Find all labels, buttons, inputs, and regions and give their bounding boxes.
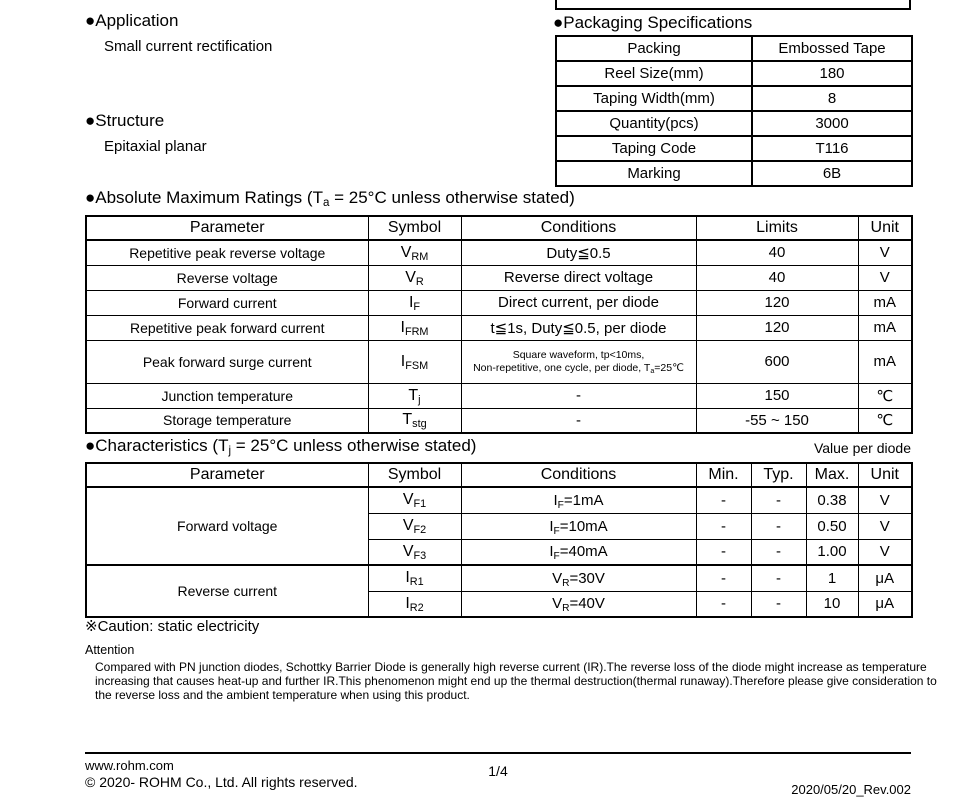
unit-cell: V	[858, 513, 912, 539]
symbol-cell: $I_{FSM}$	[368, 340, 461, 383]
packaging-value: T116	[752, 136, 912, 161]
parameter-cell: Forward voltage	[86, 487, 368, 565]
unit-cell: mA	[858, 290, 912, 315]
symbol-cell: $I_{R1}$	[368, 565, 461, 591]
table-row	[86, 487, 912, 513]
limits-cell: 600	[696, 340, 858, 383]
conditions-cell: Reverse direct voltage	[461, 265, 696, 290]
caution-note: ※Caution: static electricity	[85, 618, 260, 635]
symbol-cell: $V_{F3}$	[368, 539, 461, 565]
packaging-value: 8	[752, 86, 912, 111]
symbol-cell: $T_j$	[368, 383, 461, 408]
unit-cell: ℃	[858, 408, 912, 433]
table-row	[556, 111, 912, 136]
packaging-label: Reel Size(mm)	[556, 61, 752, 86]
characteristics-title: ●Characteristics ($T_j = 25^\circ C$ unless otherwise stated)	[85, 436, 477, 458]
conditions-cell: $I_F=1mA$	[461, 487, 696, 513]
unit-cell: μA	[858, 565, 912, 591]
table-row	[86, 290, 912, 315]
conditions-cell: $V_R=40V$	[461, 591, 696, 617]
parameter-cell: Reverse voltage	[86, 265, 368, 290]
table-row	[556, 61, 912, 86]
structure-title: ●Structure	[85, 111, 165, 130]
col-header-conditions: Conditions	[461, 216, 696, 240]
table-row	[86, 565, 912, 591]
packaging-value: 180	[752, 61, 912, 86]
limits-cell: 150	[696, 383, 858, 408]
packaging-title: ●Packaging Specifications	[553, 13, 753, 32]
table-row	[86, 383, 912, 408]
packaging-table	[555, 35, 913, 187]
truncated-table-remnant	[555, 0, 911, 10]
table-row	[556, 161, 912, 186]
typ-cell: -	[751, 539, 806, 565]
typ-cell: -	[751, 487, 806, 513]
limits-cell: 120	[696, 290, 858, 315]
col-header-typ: Typ.	[751, 463, 806, 487]
unit-cell: V	[858, 539, 912, 565]
max-cell: 10	[806, 591, 858, 617]
conditions-cell: $V_R=30V$	[461, 565, 696, 591]
col-header-parameter: Parameter	[86, 216, 368, 240]
table-row	[86, 240, 912, 265]
conditions-cell: $I_F=40mA$	[461, 539, 696, 565]
attention-body	[95, 661, 937, 702]
typ-cell: -	[751, 513, 806, 539]
table-row	[86, 265, 912, 290]
col-header-unit: Unit	[858, 216, 912, 240]
max-cell: 0.38	[806, 487, 858, 513]
unit-cell: mA	[858, 315, 912, 340]
conditions-cell: $I_F=10mA$	[461, 513, 696, 539]
table-row	[556, 136, 912, 161]
packaging-label: Taping Width(mm)	[556, 86, 752, 111]
col-header-symbol: Symbol	[368, 463, 461, 487]
abs-max-title: ●Absolute Maximum Ratings ($T_a = 25^\circ C$ unless otherwise stated)	[85, 188, 575, 210]
conditions-cell: Direct current, per diode	[461, 290, 696, 315]
packaging-label: Packing	[556, 36, 752, 61]
footer-url: www.rohm.com	[85, 758, 174, 773]
col-header-min: Min.	[696, 463, 751, 487]
conditions-cell: -	[461, 383, 696, 408]
col-header-conditions: Conditions	[461, 463, 696, 487]
characteristics-table	[85, 462, 913, 618]
unit-cell: V	[858, 240, 912, 265]
col-header-symbol: Symbol	[368, 216, 461, 240]
packaging-value: 6B	[752, 161, 912, 186]
limits-cell: -55 ~ 150	[696, 408, 858, 433]
table-header-row	[86, 463, 912, 487]
packaging-value: Embossed Tape	[752, 36, 912, 61]
typ-cell: -	[751, 565, 806, 591]
conditions-cell: Square waveform, tp<10ms, Non-repetitive, one cycle, per diode, $T_a=25℃$	[461, 340, 696, 383]
table-row	[86, 408, 912, 433]
unit-cell: mA	[858, 340, 912, 383]
parameter-cell: Forward current	[86, 290, 368, 315]
table-header-row	[86, 216, 912, 240]
max-cell: 0.50	[806, 513, 858, 539]
footer-rule	[85, 752, 911, 754]
characteristics-header	[85, 436, 911, 456]
col-header-parameter: Parameter	[86, 463, 368, 487]
min-cell: -	[696, 513, 751, 539]
limits-cell: 40	[696, 240, 858, 265]
table-row	[556, 86, 912, 111]
symbol-cell: $I_{R2}$	[368, 591, 461, 617]
symbol-cell: $I_{FRM}$	[368, 315, 461, 340]
footer-copyright: © 2020- ROHM Co., Ltd. All rights reserved.	[85, 774, 358, 790]
table-row	[86, 340, 912, 383]
attention-line: Compared with PN junction diodes, Schottky Barrier Diode is generally high reverse current (IR).The reverse loss of the diode might increase as temperature	[95, 660, 927, 674]
conditions-cell: t≦1s, Duty≦0.5, per diode	[461, 315, 696, 340]
table-row	[556, 36, 912, 61]
attention-title: Attention	[85, 643, 135, 657]
abs-max-table	[85, 215, 913, 434]
min-cell: -	[696, 539, 751, 565]
unit-cell: ℃	[858, 383, 912, 408]
parameter-cell: Storage temperature	[86, 408, 368, 433]
symbol-cell: $V_{F2}$	[368, 513, 461, 539]
conditions-cell: Duty≦0.5	[461, 240, 696, 265]
col-header-max: Max.	[806, 463, 858, 487]
parameter-cell: Peak forward surge current	[86, 340, 368, 383]
packaging-value: 3000	[752, 111, 912, 136]
application-title: ●Application	[85, 11, 179, 30]
unit-cell: V	[858, 265, 912, 290]
conditions-cell: -	[461, 408, 696, 433]
symbol-cell: $V_R$	[368, 265, 461, 290]
min-cell: -	[696, 487, 751, 513]
symbol-cell: $T_{stg}$	[368, 408, 461, 433]
limits-cell: 40	[696, 265, 858, 290]
unit-cell: V	[858, 487, 912, 513]
typ-cell: -	[751, 591, 806, 617]
symbol-cell: $V_{RM}$	[368, 240, 461, 265]
packaging-label: Quantity(pcs)	[556, 111, 752, 136]
limits-cell: 120	[696, 315, 858, 340]
col-header-limits: Limits	[696, 216, 858, 240]
parameter-cell: Junction temperature	[86, 383, 368, 408]
footer-revision: 2020/05/20_Rev.002	[791, 782, 911, 797]
symbol-cell: $V_{F1}$	[368, 487, 461, 513]
attention-line: the reverse loss and the ambient temperature when using this product.	[95, 687, 470, 702]
packaging-label: Taping Code	[556, 136, 752, 161]
footer-page-number: 1/4	[488, 763, 508, 779]
attention-line: increasing that causes heat-up and further IR.This phenomenon might end up the thermal destruction(thermal runaway).Therefore please give consideration to	[95, 673, 937, 688]
parameter-cell: Repetitive peak forward current	[86, 315, 368, 340]
min-cell: -	[696, 591, 751, 617]
unit-cell: μA	[858, 591, 912, 617]
table-row	[86, 315, 912, 340]
parameter-cell: Reverse current	[86, 565, 368, 617]
structure-subtitle: Epitaxial planar	[104, 138, 207, 155]
application-subtitle: Small current rectification	[104, 38, 273, 55]
max-cell: 1.00	[806, 539, 858, 565]
symbol-cell: $I_F$	[368, 290, 461, 315]
parameter-cell: Repetitive peak reverse voltage	[86, 240, 368, 265]
packaging-label: Marking	[556, 161, 752, 186]
min-cell: -	[696, 565, 751, 591]
max-cell: 1	[806, 565, 858, 591]
col-header-unit: Unit	[858, 463, 912, 487]
value-per-diode-note: Value per diode	[813, 440, 911, 456]
